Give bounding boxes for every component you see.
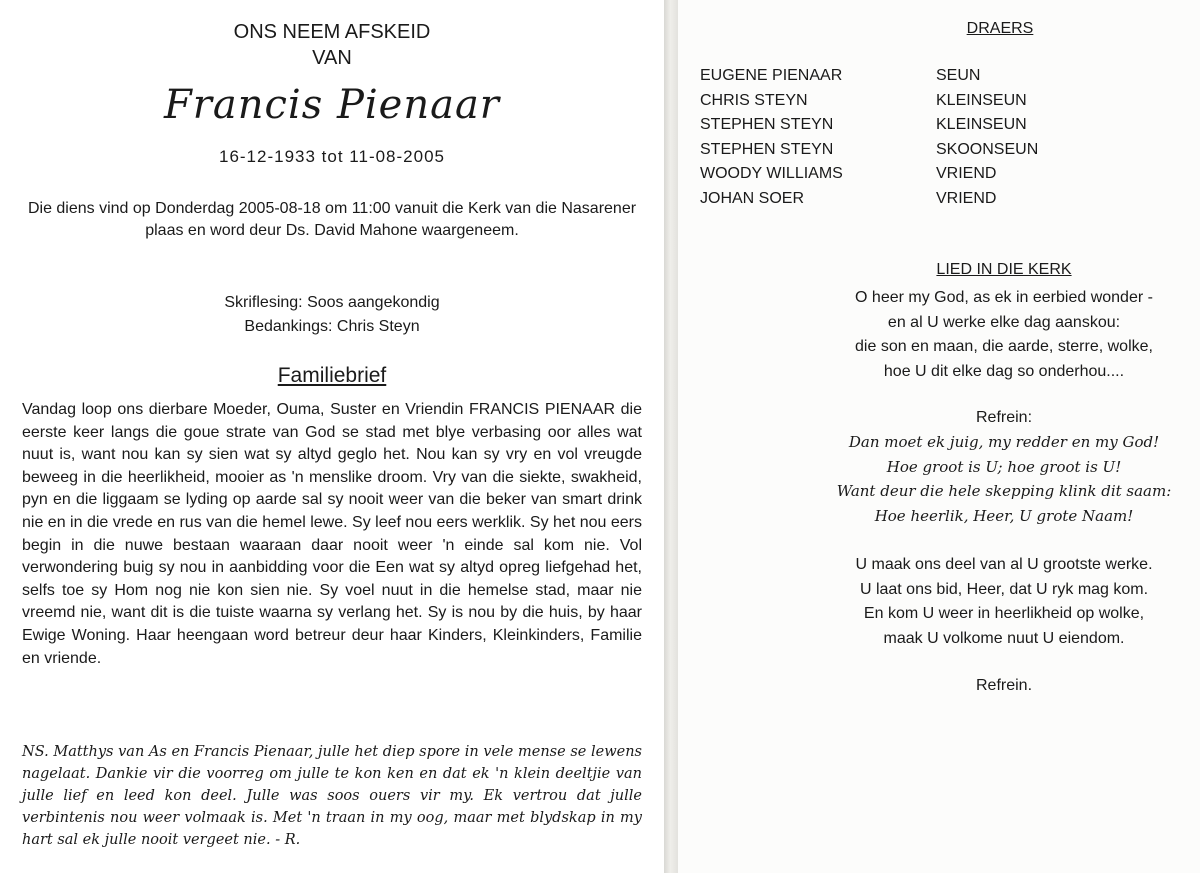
bearer-name: WOODY WILLIAMS bbox=[700, 165, 843, 183]
farewell-heading: ONS NEEM AFSKEID bbox=[233, 21, 431, 43]
hymn-verse-1 bbox=[836, 286, 1172, 384]
refrain-line: Want deur die hele skepping klink dit saam: bbox=[836, 482, 1172, 501]
hymn-line: en al U werke elke dag aanskou: bbox=[887, 313, 1121, 331]
bearer-row bbox=[700, 113, 1038, 138]
acknowledgements: Bedankings: Chris Steyn bbox=[244, 318, 420, 335]
life-dates: 16-12-1933 tot 11-08-2005 bbox=[218, 147, 445, 166]
refrain-line: Hoe heerlik, Heer, U grote Naam! bbox=[874, 506, 1134, 525]
family-letter-title: Familiebrief bbox=[277, 364, 387, 387]
refrain-repeat: Refrein. bbox=[975, 677, 1033, 694]
hymn-line: maak U volkome nuut U eiendom. bbox=[883, 629, 1125, 647]
page-fold bbox=[664, 0, 678, 873]
hymn-line: hoe U dit elke dag so onderhou.... bbox=[883, 362, 1125, 380]
bearer-relation: KLEINSEUN bbox=[936, 116, 1027, 134]
postscript-note: NS. Matthys van As en Francis Pienaar, julle het diep spore in vele mense se lewens nagelaat. Dankie vir die voorreg om julle te kon ken en dat ek 'n klein deeltjie van julle lief en leed kon deel. Julle was soos ouers vir my. Ek vertrou dat julle verbintenis nou weer volmaak is. Met 'n traan in my oog, maar met blydskap in my hart sal ek julle nooit vergeet nie. - R. bbox=[22, 744, 642, 848]
deceased-name: Francis Pienaar bbox=[164, 82, 500, 128]
bearer-row bbox=[700, 89, 1038, 114]
hymn-line: U maak ons deel van al U grootste werke. bbox=[855, 556, 1153, 573]
refrain-line: Hoe groot is U; hoe groot is U! bbox=[886, 457, 1122, 476]
hymn-refrain bbox=[836, 430, 1172, 528]
bearer-relation: SKOONSEUN bbox=[936, 140, 1039, 158]
bearer-name: STEPHEN STEYN bbox=[700, 116, 834, 134]
scripture-reading: Skriflesing: Soos aangekondig bbox=[224, 294, 440, 311]
bearer-relation: VRIEND bbox=[936, 189, 997, 207]
bearer-name: STEPHEN STEYN bbox=[700, 140, 834, 158]
refrain-label: Refrein: bbox=[975, 409, 1033, 426]
bearers-list bbox=[700, 64, 1038, 212]
hymn-line: die son en maan, die aarde, sterre, wolke, bbox=[855, 338, 1153, 356]
hymn-heading: LIED IN DIE KERK bbox=[936, 261, 1072, 278]
bearer-name: JOHAN SOER bbox=[700, 189, 805, 207]
bearer-row bbox=[700, 64, 1038, 89]
bearer-relation: KLEINSEUN bbox=[936, 91, 1027, 109]
hymn-verse-2 bbox=[836, 553, 1172, 651]
bearer-relation: SEUN bbox=[936, 67, 981, 84]
bearer-row bbox=[700, 138, 1038, 163]
hymn-line: U laat ons bid, Heer, dat U ryk mag kom. bbox=[859, 580, 1149, 598]
bearers-heading: DRAERS bbox=[966, 20, 1034, 37]
service-order bbox=[0, 291, 664, 339]
family-letter-heading bbox=[0, 364, 664, 388]
hymn-line: En kom U weer in heerlikheid op wolke, bbox=[863, 605, 1145, 623]
service-details: Die diens vind op Donderdag 2005-08-18 om 11:00 vanuit die Kerk van die Nasarener plaas en word deur Ds. David Mahone waargeneem. bbox=[27, 200, 637, 239]
refrain-line: Dan moet ek juig, my redder en my God! bbox=[848, 433, 1160, 451]
bearer-relation: VRIEND bbox=[936, 165, 997, 183]
bearer-row bbox=[700, 162, 1038, 187]
hymn-line: O heer my God, as ek in eerbied wonder - bbox=[855, 289, 1153, 306]
bearer-row bbox=[700, 187, 1038, 212]
family-letter-text: Vandag loop ons dierbare Moeder, Ouma, Suster en Vriendin FRANCIS PIENAAR die eerste keer langs die goue strate van God se stad met blye verbasing oor alles wat nuut is, want nou kan sy sien wat sy altyd geglo het. Nou kan sy vry en vol vreugde beweeg in die heerlikheid, mooier as 'n menslike droom. Vry van die siekte, swakheid, pyn en die liggaam se lyding op aarde sal sy nooit weer van die beker van smart drink nie en in die vrede en rus van die hemel lewe. Sy leef nou eers werklik. Sy het nou eers begin in die nuwe bestaan waaraan daar nooit weer 'n einde sal kom nie. Vol verwondering buig sy nou in aanbidding voor die Een wat sy altyd opreg liefgehad het, selfs toe sy Hom nog nie kon sien nie. Sy voel nuut in die hemelse stad, maar nie vreemd nie, want dit is die tuiste waarna sy verlang het. Sy is nou by die huis, by haar Ewige Woning. Haar heengaan word betreur deur haar Kinders, Kleinkinders, Familie en vriende. bbox=[22, 401, 642, 667]
bearer-name: CHRIS STEYN bbox=[700, 91, 808, 109]
bearer-name: EUGENE PIENAAR bbox=[700, 67, 843, 84]
farewell-heading-van: VAN bbox=[312, 47, 352, 69]
